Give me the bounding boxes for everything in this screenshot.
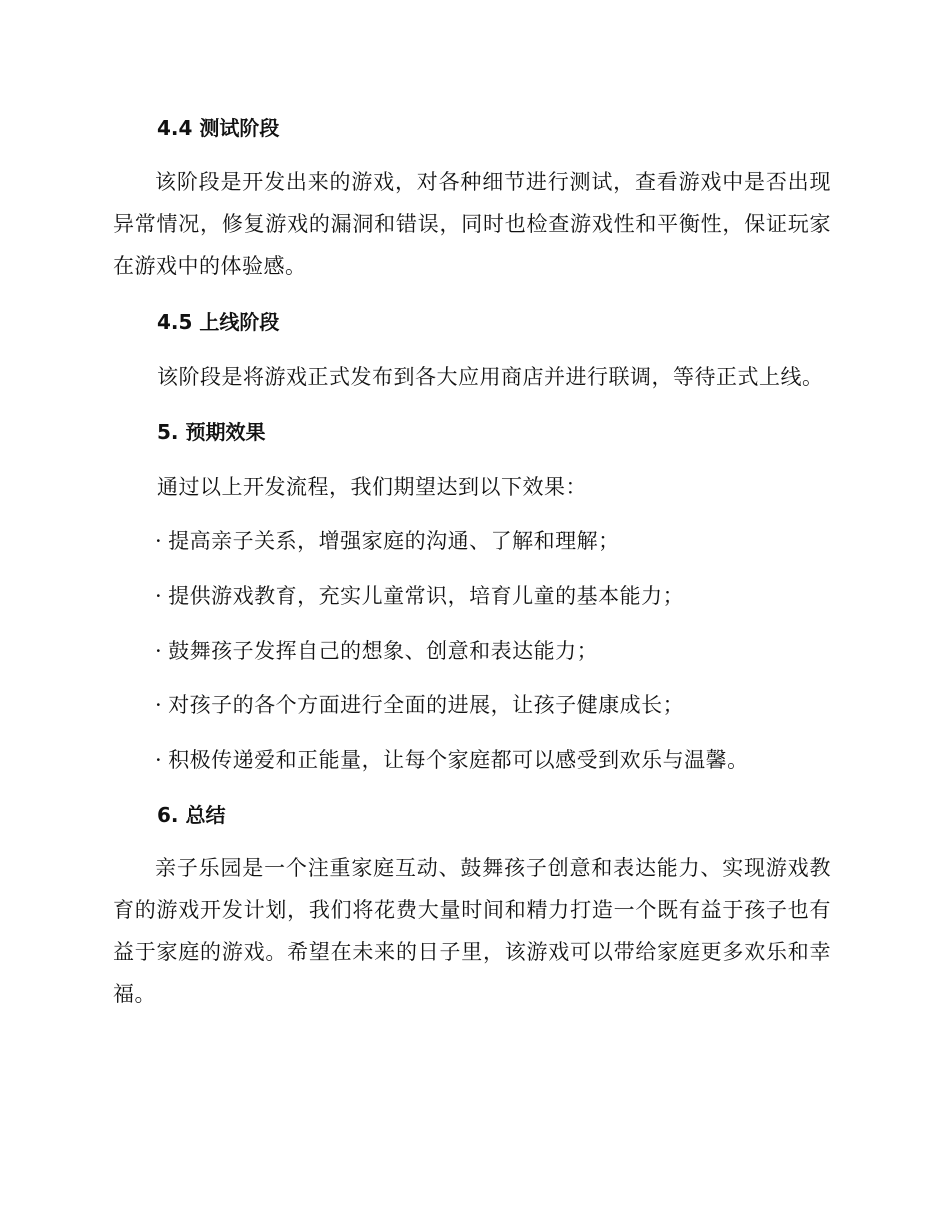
bullet-item xyxy=(155,690,684,720)
heading-expected-results: 5. 预期效果 xyxy=(157,420,266,444)
bullet-dot: · xyxy=(155,529,163,553)
heading-summary: 6. 总结 xyxy=(157,803,226,827)
bullet-text: 提供游戏教育，充实儿童常识，培育儿童的基本能力； xyxy=(168,584,685,608)
bullet-dot: · xyxy=(155,693,163,717)
bullet-item xyxy=(155,581,684,611)
bullet-dot: · xyxy=(155,748,163,772)
bullet-text: 提高亲子关系，增强家庭的沟通、了解和理解； xyxy=(168,529,620,553)
bullet-text: 对孩子的各个方面进行全面的进展，让孩子健康成长； xyxy=(168,693,685,717)
paragraph-summary: 亲子乐园是一个注重家庭互动、鼓舞孩子创意和表达能力、实现游戏教育的游戏开发计划，我们将花费大量时间和精力打造一个既有益于孩子也有益于家庭的游戏。希望在未来的日子里，该游戏可以带给家庭更多欢乐和幸福。 xyxy=(113,856,831,1006)
heading-testing-phase: 4.4 测试阶段 xyxy=(157,116,280,140)
bullet-item xyxy=(155,745,749,775)
paragraph-launch-phase: 该阶段是将游戏正式发布到各大应用商店并进行联调，等待正式上线。 xyxy=(157,365,824,389)
bullet-item xyxy=(155,636,598,666)
paragraph-testing-phase: 该阶段是开发出来的游戏，对各种细节进行测试，查看游戏中是否出现异常情况，修复游戏的漏洞和错误，同时也检查游戏性和平衡性，保证玩家在游戏中的体验感。 xyxy=(113,170,831,278)
bullet-text: 积极传递爱和正能量，让每个家庭都可以感受到欢乐与温馨。 xyxy=(168,748,749,772)
bullet-dot: · xyxy=(155,639,163,663)
bullet-dot: · xyxy=(155,584,163,608)
bullet-item xyxy=(155,526,620,556)
paragraph-expected-intro: 通过以上开发流程，我们期望达到以下效果： xyxy=(157,475,587,499)
bullet-text: 鼓舞孩子发挥自己的想象、创意和表达能力； xyxy=(168,639,599,663)
heading-launch-phase: 4.5 上线阶段 xyxy=(157,310,280,334)
